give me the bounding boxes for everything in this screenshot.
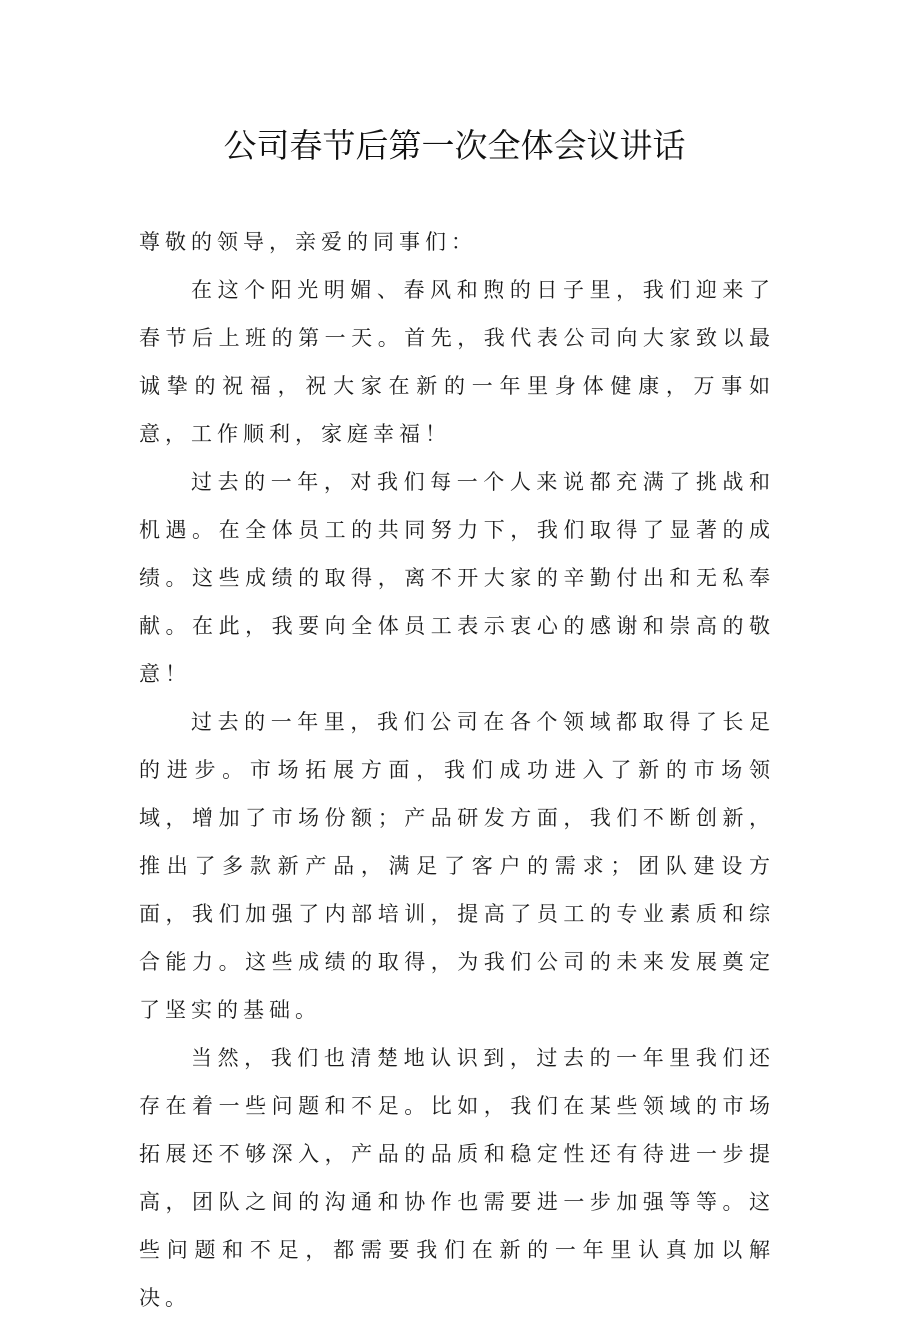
paragraph-1: 在这个阳光明媚、春风和煦的日子里，我们迎来了春节后上班的第一天。首先，我代表公司向大家致以最诚挚的祝福，祝大家在新的一年里身体健康，万事如意，工作顺利，家庭幸福！ <box>139 278 775 446</box>
paragraph-4: 当然，我们也清楚地认识到，过去的一年里我们还存在着一些问题和不足。比如，我们在某些领域的市场拓展还不够深入，产品的品质和稳定性还有待进一步提高，团队之间的沟通和协作也需要进一步加强等等。这些问题和不足，都需要我们在新的一年里认真加以解决。 <box>139 1046 775 1310</box>
paragraph-3: 过去的一年里，我们公司在各个领域都取得了长足的进步。市场拓展方面，我们成功进入了新的市场领域，增加了市场份额；产品研发方面，我们不断创新，推出了多款新产品，满足了客户的需求；团队建设方面，我们加强了内部培训，提高了员工的专业素质和综合能力。这些成绩的取得，为我们公司的未来发展奠定了坚实的基础。 <box>139 710 775 1022</box>
page-title: 公司春节后第一次全体会议讲话 <box>223 126 686 165</box>
greeting-line: 尊敬的领导，亲爱的同事们： <box>139 230 477 254</box>
paragraph-2: 过去的一年，对我们每一个人来说都充满了挑战和机遇。在全体员工的共同努力下，我们取得了显著的成绩。这些成绩的取得，离不开大家的辛勤付出和无私奉献。在此，我要向全体员工表示衷心的感谢和崇高的敬意！ <box>139 470 775 686</box>
document-body <box>139 218 775 1322</box>
